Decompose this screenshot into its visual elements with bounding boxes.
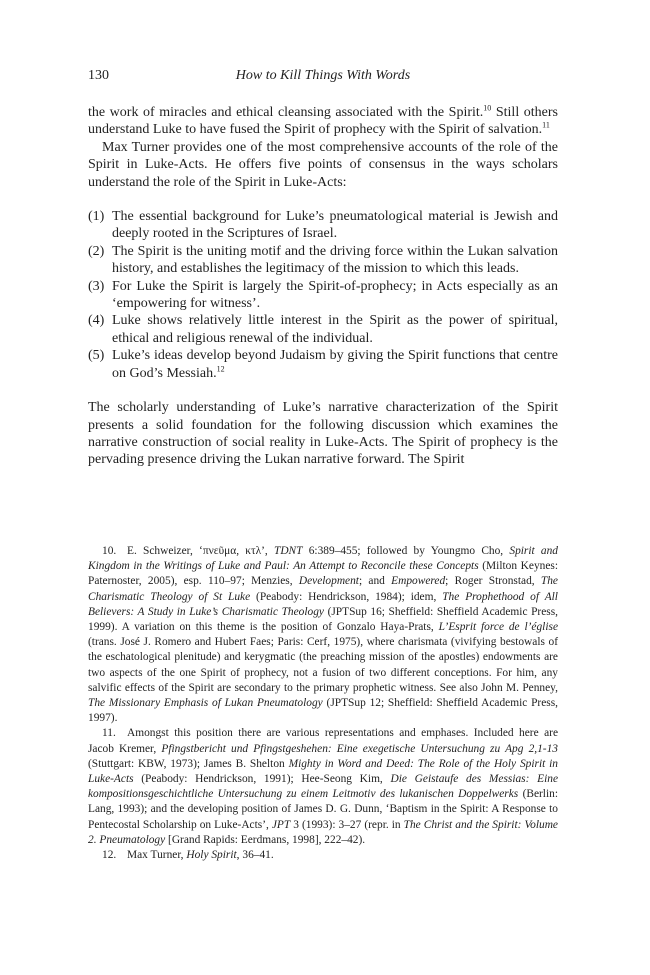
list-item <box>88 312 558 347</box>
footnote-ref: 11 <box>542 120 550 130</box>
list-number: (5) <box>88 348 105 364</box>
footnote-11: 11. Amongst this position there are various representations and emphases. Included here are Jacob Kremer, Pfingstbericht und Pfingstgeshehen: Eine exegetische Untersuchung zu Apg 2,1-13 (Stuttgart: KBW, 1973); James B. Shelton Mighty in Word and Deed: The Role of the Holy Spirit in Luke-Acts (Peabody: Hendrickson, 1991); Hee-Seong Kim, Die Geistaufe des Messias: Eine kompositionsgeschichtliche Untersuchung zu einem Leitmotiv des lukanischen Doppelwerks (Berlin: Lang, 1993); and the developing position of James D. G. Dunn, ‘Baptism in the Spirit: A Response to Pentecostal Scholarship on Luke-Acts’, JPT 3 (1993): 3–27 (repr. in The Christ and the Spirit: Volume 2. Pneumatology [Grand Rapids: Eerdmans, 1998], 222–42). <box>88 727 559 846</box>
paragraph-text: Still others understand Luke to have fused the Spirit of prophecy with the Spirit of salvation. <box>88 105 558 138</box>
main-text <box>88 104 558 469</box>
footnotes <box>88 544 558 863</box>
list-number: (3) <box>88 278 105 294</box>
footnote-number: 12. <box>102 849 117 862</box>
list-item-text: Luke shows relatively little interest in the Spirit as the power of spiritual, ethical and religious renewal of the individual. <box>112 313 558 346</box>
footnote-12: 12. Max Turner, Holy Spirit, 36–41. <box>88 848 558 863</box>
footnote-ref: 10 <box>483 103 492 113</box>
list-item <box>88 347 558 382</box>
list-number: (1) <box>88 209 105 225</box>
list-item <box>88 208 558 243</box>
list-item <box>88 278 558 313</box>
running-header <box>88 68 558 90</box>
page-number: 130 <box>88 68 109 83</box>
list-item <box>88 243 558 278</box>
paragraph: Max Turner provides one of the most comprehensive accounts of the role of the Spirit in Luke-Acts. He offers five points of consensus in the ways scholars understand the role of the Spirit in Luke-Acts: <box>88 139 558 190</box>
list-item-text: For Luke the Spirit is largely the Spirit-of-prophecy; in Acts especially as an ‘empowering for witness’. <box>112 278 558 312</box>
paragraph-text: the work of miracles and ethical cleansing associated with the Spirit. <box>88 105 484 120</box>
footnote-10: 10. E. Schweizer, ‘πνεῦμα, κτλ’, TDNT 6:389–455; followed by Youngmo Cho, Spirit and Kingdom in the Writings of Luke and Paul: An Attempt to Reconcile these Concepts (Milton Keynes: Paternoster, 2005), esp. 110–97; Menzies, Development; and Empowered; Roger Stronstad, The Charismatic Theology of St Luke (Peabody: Hendrickson, 1984); idem, The Prophethood of All Believers: A Study in Luke’s Charismatic Theology (JPTSup 16; Sheffield: Sheffield Academic Press, 1999). A variation on this theme is the position of Gonzalo Haya-Prats, L’Esprit force de l’église (trans. José J. Romero and Hubert Faes; Paris: Cerf, 1975), where charismata (vivifying bestowals of the eschatological plenitude) and kerygmatic (the preaching mission of the apostles) endowments are two aspects of the one Spirit of prophecy, not a fusion of two different conceptions. For him, any salvific effects of the Spirit are secondary to the primary prophetic witness. See also John M. Penney, The Missionary Emphasis of Lukan Pneumatology (JPTSup 12; Sheffield: Sheffield Academic Press, 1997). <box>88 545 558 725</box>
paragraph <box>88 104 558 139</box>
list-number: (4) <box>88 313 105 329</box>
footnote-ref: 12 <box>216 364 225 374</box>
footnote-number: 10. <box>102 545 117 557</box>
list-number: (2) <box>88 243 105 259</box>
consensus-list <box>88 208 558 382</box>
list-item-text: Luke’s ideas develop beyond Judaism by giving the Spirit functions that centre on God’s Messiah. <box>112 348 558 381</box>
running-title: How to Kill Things With Words <box>235 68 411 83</box>
paragraph: The scholarly understanding of Luke’s narrative characterization of the Spirit presents a solid foundation for the following discussion which examines the narrative construction of social reality in Luke-Acts. The Spirit of prophecy is the pervading presence driving the Lukan narrative forward. The Spirit <box>88 400 558 468</box>
list-item-text: The essential background for Luke’s pneumatological material is Jewish and deeply rooted in the Scriptures of Israel. <box>112 209 558 242</box>
list-item-text: The Spirit is the uniting motif and the driving force within the Lukan salvation history, and establishes the legitimacy of the mission to which this leads. <box>112 243 558 277</box>
footnote-number: 11. <box>102 727 116 740</box>
